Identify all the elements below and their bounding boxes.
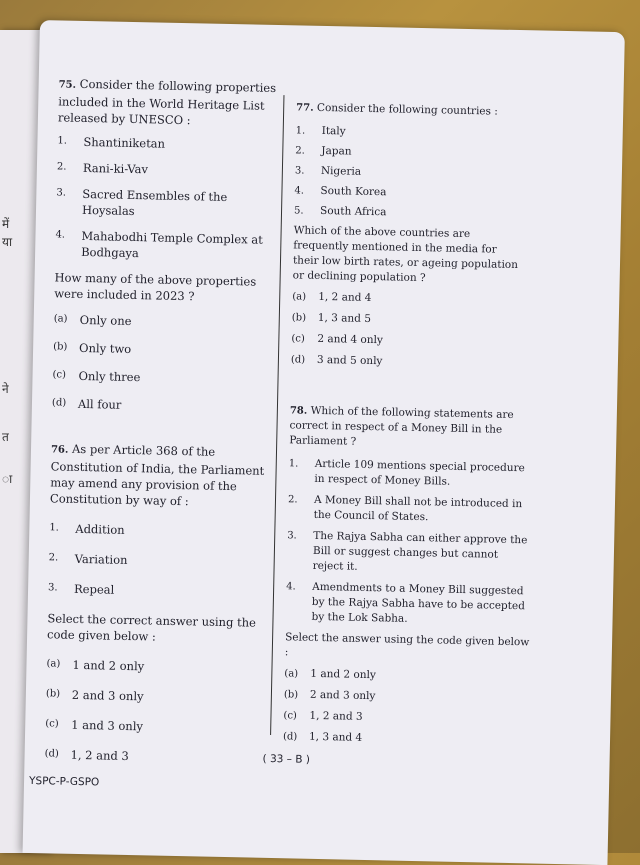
answer-option[interactable]: (d) All four (51, 396, 122, 412)
question-prompt: Which of the above countries are frequently mentioned in the media for their low birth rates, or ageing population or declining population ? (292, 224, 519, 285)
question-76 (44, 440, 276, 781)
exam-page (23, 20, 625, 865)
answer-option[interactable]: (c) 1, 2 and 3 (283, 709, 363, 723)
statement-list (55, 133, 278, 264)
list-item: 2. A Money Bill shall not be introduced in the Council of States. (287, 493, 523, 524)
page-number: ( 33 – B ) (262, 752, 311, 766)
list-item: 4. South Korea (294, 184, 387, 199)
answer-option[interactable]: (b) 2 and 3 only (45, 687, 144, 704)
list-item: 2. Japan (295, 144, 352, 158)
list-item: 5. South Africa (293, 204, 387, 219)
list-item: 3. The Rajya Sabha can either approve the Bill or suggest changes but cannot reject it. (287, 529, 528, 573)
answer-option[interactable]: (d) 1, 2 and 3 (44, 747, 129, 764)
answer-option[interactable]: (b) 1, 3 and 5 (291, 311, 372, 325)
answer-option[interactable]: (b) Only two (53, 340, 132, 356)
question-75 (52, 75, 279, 428)
question-stem: Consider the following countries : (316, 101, 498, 118)
question-number: 75. (58, 79, 77, 91)
list-item: 1. Addition (49, 521, 125, 537)
answer-options (291, 289, 523, 372)
answer-option[interactable]: (c) 2 and 4 only (291, 332, 383, 347)
list-item: 3. Nigeria (294, 164, 362, 178)
statement-list (48, 520, 275, 601)
answer-option[interactable]: (c) 1 and 3 only (45, 717, 144, 734)
answer-option[interactable]: (d) 1, 3 and 4 (282, 730, 363, 744)
margin-fragment: त (2, 430, 9, 444)
question-prompt: Select the correct answer using the code given below : (46, 611, 257, 644)
answer-option[interactable]: (b) 2 and 3 only (283, 688, 376, 703)
answer-option[interactable]: (a) 1 and 2 only (46, 657, 145, 674)
margin-fragment: ा (2, 472, 13, 486)
answer-options (44, 656, 271, 767)
margin-fragment: में (2, 217, 10, 231)
question-stem: Consider the following properties included in the World Heritage List released by UNESCO : (57, 76, 277, 128)
answer-option[interactable]: (a) 1 and 2 only (284, 667, 376, 682)
statement-list (294, 123, 526, 223)
list-item: 3. Sacred Ensembles of the Hoysalas (56, 186, 228, 219)
list-item: 1. Shantiniketan (57, 134, 166, 151)
question-78 (283, 403, 535, 755)
statement-list (285, 456, 533, 629)
question-number: 78. (289, 405, 308, 417)
question-prompt: Select the answer using the code given below : (284, 631, 530, 659)
list-item: 3. Repeal (47, 581, 115, 597)
list-item: 1. Italy (295, 124, 346, 138)
question-77 (291, 100, 527, 378)
answer-option[interactable]: (a) 1, 2 and 4 (292, 290, 372, 304)
list-item: 4. Amendments to a Money Bill suggested by the Rajya Sabha have to be accepted by the Lok Sabha. (286, 580, 525, 625)
list-item: 4. Mahabodhi Temple Complex at Bodhgaya (55, 228, 263, 261)
question-number: 77. (296, 102, 314, 114)
margin-fragment: या (2, 235, 13, 249)
margin-fragment: ने (2, 382, 9, 396)
answer-options (52, 311, 274, 416)
answer-option[interactable]: (c) Only three (52, 368, 141, 385)
paper-code: YSPC-P-GSPO (28, 774, 100, 789)
answer-option[interactable]: (d) 3 and 5 only (290, 353, 383, 368)
question-stem: Which of the following statements are correct in respect of a Money Bill in the Parliament ? (289, 404, 514, 448)
list-item: 1. Article 109 mentions special procedure in respect of Money Bills. (288, 457, 525, 488)
list-item: 2. Variation (48, 551, 128, 567)
question-prompt: How many of the above properties were included in 2023 ? (54, 270, 257, 304)
list-item: 2. Rani-ki-Vav (56, 160, 149, 177)
question-number: 76. (50, 444, 69, 456)
question-stem: As per Article 368 of the Constitution of India, the Parliament may amend any provision of the Constitution by way of : (49, 441, 265, 509)
answer-option[interactable]: (a) Only one (53, 312, 132, 328)
answer-options (283, 666, 530, 749)
